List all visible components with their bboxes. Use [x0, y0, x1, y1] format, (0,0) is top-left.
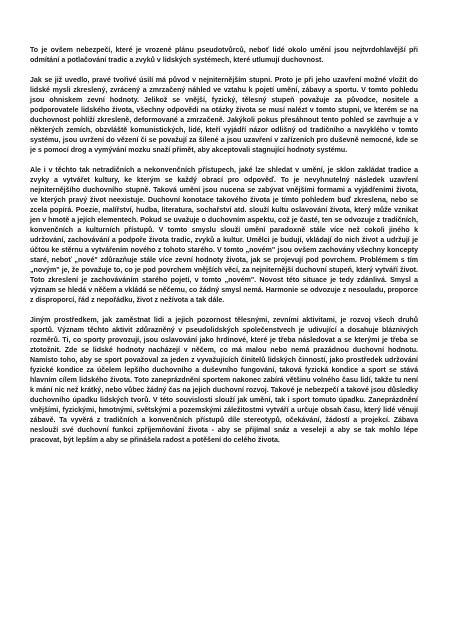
paragraph: Jiným prostředkem, jak zaměstnat lidi a jejich pozornost tělesnými, zevními aktivitami, je rozvoj všech druhů sportů. Význam těchto aktivit zdůrazněný v pseudolidských společenstvech je udivující a dosahuje bláznivých rozměrů. Ti, co sporty provozují, jsou oslavování jako hrdinové, které je třeba následovat a se kterými je třeba se ztotožnit. Zde se lidské hodnoty nacházejí v něčem, co má malou nebo nemá prazádnou duchovní hodnotu. Namísto toho, aby se sport považoval za jeden z vyvažujících činitelů lidských činností, jako prostředek udržování fyzické kondice za účelem lepšího duchovního a duševního fungování, taková fyzická kondice a sport se stává hlavním cílem lidského života. Toto zaneprázdnění sportem nakonec zabírá většinu volného času lidí, takže tu není k mání nic než krátký, nebo vůbec žádný čas na jejich duchovní rozvoj. Takové je nebezpečí a takové jsou důsledky duchovního úpadku lidských tvorů. V této souvislosti slouží jak umění, tak i sport tomuto úpadku. Zaneprázdnění vnějšími, fyzickými, hmotnými, světskými a pozemskými záležitostmi vytváří a určuje obsah času, který lidé věnují zábavě. Ta vyvěrá z tradičních a konvenčních přístupů díle stereotypů, očekávání, žádostí a projekcí. Zábava neslouží své duchovní funkci zpříjemňování života - aby se přijímal snáz a veseleji a aby se tak mohlo lépe pracovat, být lepším a aby se přinášela radost a potěšení do celého života.: [30, 317, 418, 444]
paragraph: Ale i v těchto tak netradičních a nekonvenčních přístupech, jaké lze shledat v umění, je sklon zakládat tradice a zvyky a vytvářet kultury, ke kterým se každý obrací pro odpověď. To je nevyhnutelný následek uzavření nejniternějšího duchovního stupně. Taková umění jsou nucena se zabývat vnějšími formami a vyjádřeními života, ve kterých pravý život neexistuje. Duchovní konotace takového života je tímto pohledem buď zkreslena, nebo se zcela popírá. Poezie, malířství, hudba, literatura, sochařství atd. slouží kultu oslavování života, který může vznikat jen v hmotě a jejích elementech. Pokud se uvažuje o duchovním aspektu, což je časté, ten se odvozuje z tradičních, konvenčních a kulturních přístupů. V tomto smyslu slouží umění paradoxně stále více než cokoli jiného k udržování, zachovávání a podpoře života tradic, zvyků a kultur. Umělci je budují, vkládají do nich život a udržují je účtou ke stěrnu a vytvářením nového z tohoto starého. V tomto „novém" jsou ovšem zachovány všechny koncepty staré, neboť „nové" zdůrazňuje stále více zevní hodnoty života, jak se projevují pod povrchem. Problémem s tím „novým" je, že považuje to, co je pod povrchem vnějších věcí, za nejniternější duchovní stupeň, který vytváří život. Toto zkreslení je zachováváním starého pojetí, v tomto „novém". Novost této situace je tedy zdánlivá. Smysl a význam se hledá v něčem a vkládá se něčemu, co žádný smysl nemá. Harmonie se odvozuje z nesouladu, proporce z disproporcí, řád z nepořádku, život z nežívota a tak dále.: [30, 167, 418, 304]
document-page: [30, 46, 418, 446]
paragraph: To je ovšem nebezpečí, které je vrozené plánu pseudotvůrců, neboť lidé okolo umění jsou nejtvrdohlavější při odmítání a potlačování tradic a zvyků v lidských systémech, které utlumují duchovnost.: [30, 47, 418, 64]
paragraph: Jak se již uvedlo, pravé tvořivé úsilí má původ v nejniternějším stupni. Proto je při jeho uzavření možné vložit do lidské mysli zkreslený, zvrácený a zmrzačený náhled ve vztahu k pojetí umění, zábavy a sportu. V tomto pohledu jsou ohniskem zevní hodnoty. Jelikož se vnější, fyzický, tělesný stupeň považuje za původce, nositele a podporovatele lidského života, všechny odpovědi na otázky života se musí nalézt v tomto stupni, ve kterém se na duchovnost pohlíží zkresleně, deformované a zmrzačeně. Jakýkoli pokus přesáhnout tento pohled se zavrhuje a v některých zemích, obzvláště komunistických, lidé, kteří vyjádří názor odlišný od tradičního a navyklého v tomto systému, jsou uvržení do vězení či se považují za šílené a jsou uzavření v zařízeních pro duševně nemocné, kde se je s pomocí drog a vymývání mozku snaží přimět, aby akceptovali stagnující hodnoty systému.: [30, 77, 418, 154]
